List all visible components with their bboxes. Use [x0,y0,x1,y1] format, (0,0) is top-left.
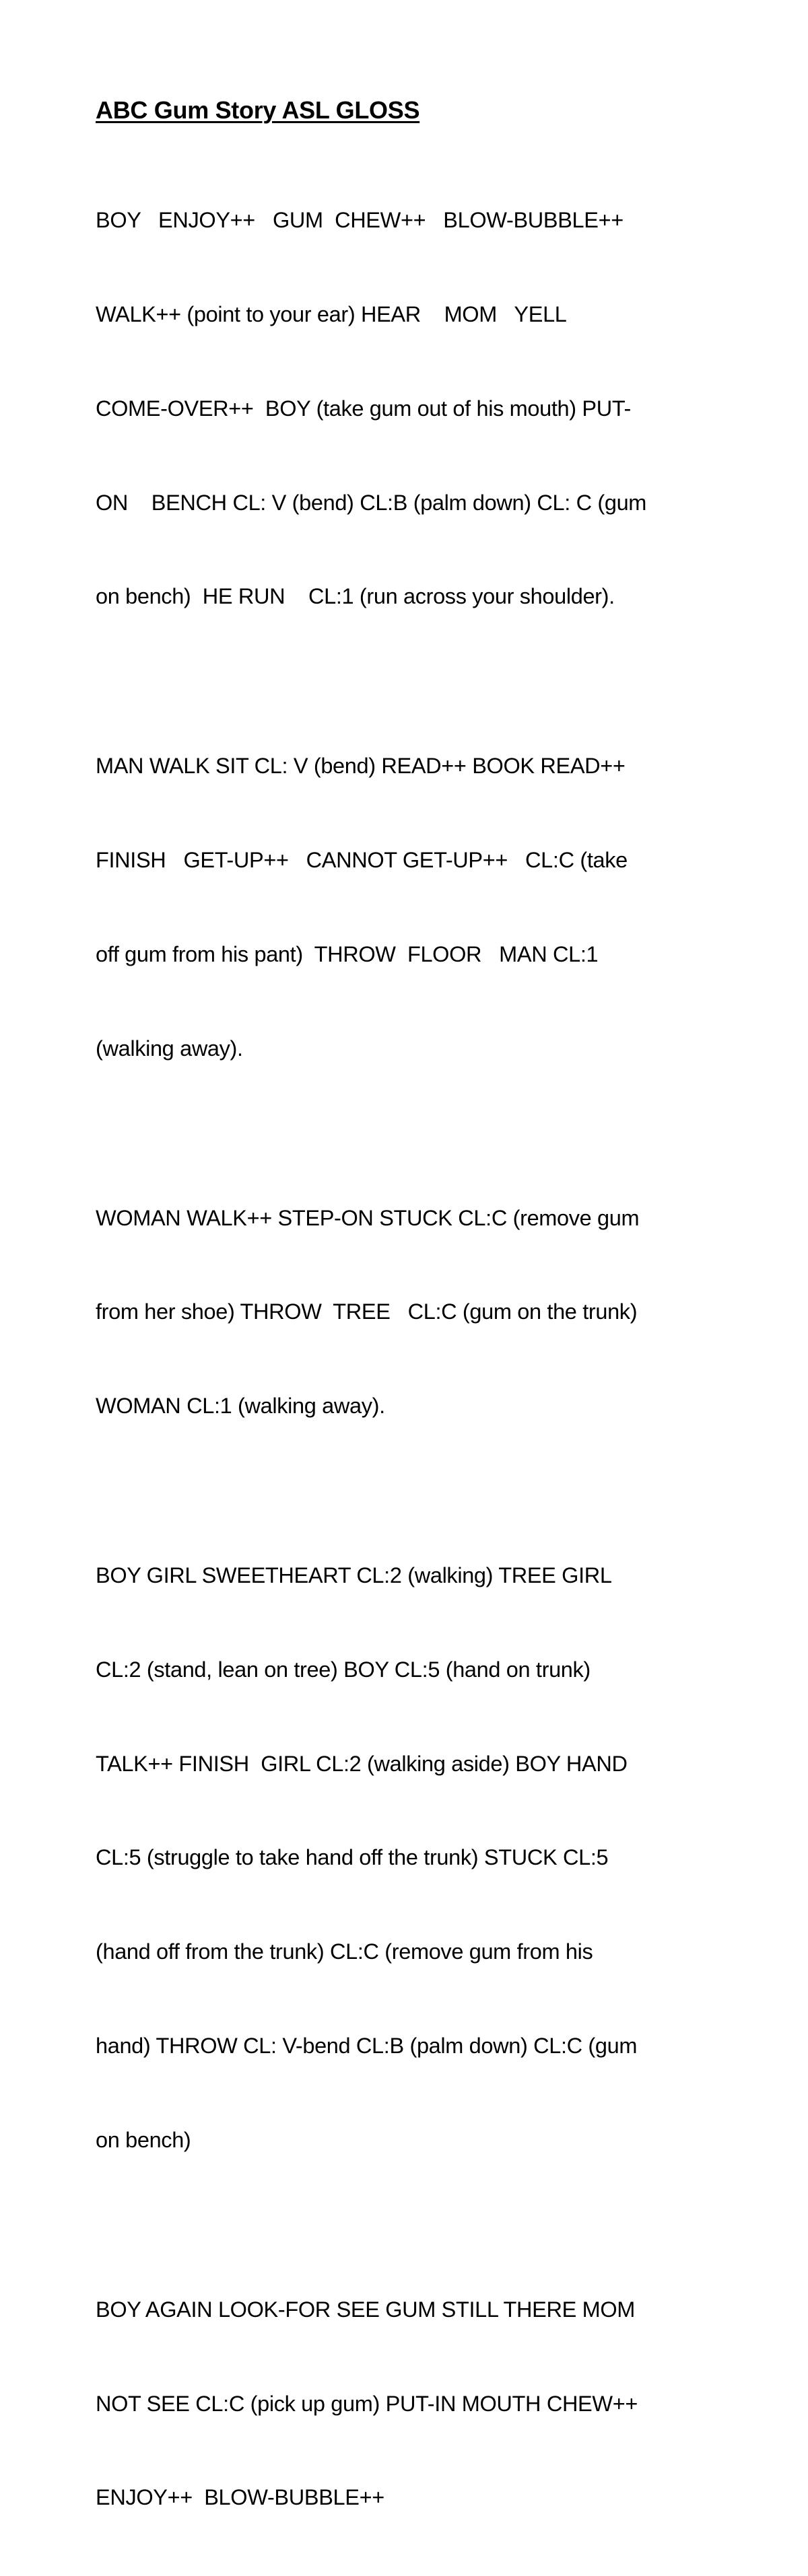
story-paragraph-3 [96,1139,712,1484]
story-paragraph-2 [96,688,712,1126]
document-page [96,96,712,2576]
paragraph-line: BOY AGAIN LOOK-FOR SEE GUM STILL THERE MOM [96,2297,635,2322]
story-paragraph-1 [96,142,712,675]
paragraph-line: FINISH GET-UP++ CANNOT GET-UP++ CL:C (take [96,848,628,873]
paragraph-line: BOY GIRL SWEETHEART CL:2 (walking) TREE GIRL [96,1563,612,1588]
paragraph-line: off gum from his pant) THROW FLOOR MAN CL:1 [96,941,599,966]
paragraph-line: CL:5 (struggle to take hand off the trunk) STUCK CL:5 [96,1845,609,1870]
paragraph-line: from her shoe) THROW TREE CL:C (gum on the trunk) [96,1299,638,1324]
paragraph-line: on bench) HE RUN CL:1 (run across your shoulder). [96,584,615,609]
paragraph-line: on bench) [96,2127,191,2152]
paragraph-line: (walking away). [96,1036,243,1061]
paragraph-line: ON BENCH CL: V (bend) CL:B (palm down) CL: C (gum [96,490,647,515]
paragraph-line: WOMAN WALK++ STEP-ON STUCK CL:C (remove gum [96,1205,640,1230]
story-paragraph-4 [96,1497,712,2219]
document-title: ABC Gum Story ASL GLOSS [96,96,420,124]
paragraph-line: ENJOY++ BLOW-BUBBLE++ [96,2485,384,2510]
paragraph-line: WALK++ (point to your ear) HEAR MOM YELL [96,301,567,326]
paragraph-line: TALK++ FINISH GIRL CL:2 (walking aside) BOY HAND [96,1751,628,1776]
paragraph-line: NOT SEE CL:C (pick up gum) PUT-IN MOUTH CHEW++ [96,2391,638,2416]
paragraph-line: BOY ENJOY++ GUM CHEW++ BLOW-BUBBLE++ [96,208,624,233]
paragraph-line: COME-OVER++ BOY (take gum out of his mouth) PUT- [96,396,632,421]
story-paragraph-5 [96,2231,712,2576]
paragraph-line: hand) THROW CL: V-bend CL:B (palm down) CL:C (gum [96,2034,638,2059]
paragraph-line: CL:2 (stand, lean on tree) BOY CL:5 (hand on trunk) [96,1657,591,1682]
paragraph-line: WOMAN CL:1 (walking away). [96,1394,385,1419]
paragraph-line: (hand off from the trunk) CL:C (remove gum from his [96,1939,593,1964]
paragraph-line: MAN WALK SIT CL: V (bend) READ++ BOOK READ++ [96,754,626,779]
